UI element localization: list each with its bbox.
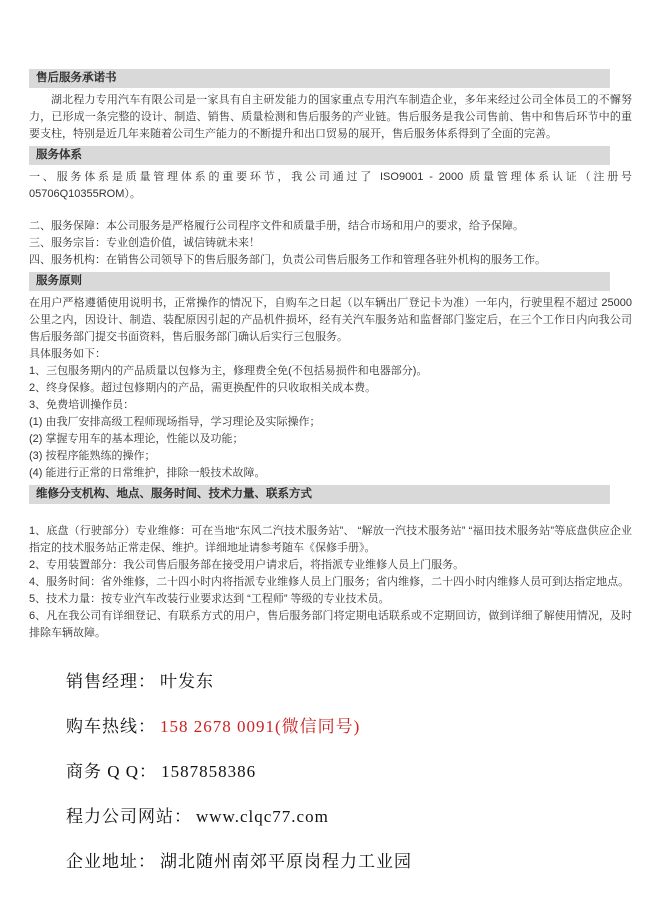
contact-label: 程力公司网站： [66,807,192,826]
contact-label: 购车热线： [66,717,156,736]
body-paragraph: 2、专用装置部分：我公司售后服务部在接受用户请求后，将指派专业维修人员上门服务。 [29,559,465,571]
contact-value: 1587858386 [161,762,257,781]
contact-block [29,672,632,871]
contact-value: 叶发东 [160,672,214,691]
contact-value: 湖北随州南郊平原岗程力工业园 [160,852,412,871]
contact-line [66,672,632,691]
body-paragraph: 5、技术力量：按专业汽车改装行业要求达到 “工程师” 等级的专业技术员。 [29,593,390,605]
contact-line [66,852,632,871]
body-paragraph: 1、三包服务期内的产品质量以包修为主，修理费全免(不包括易损件和电器部分)。 [29,365,428,377]
body-paragraph: 6、凡在我公司有详细登记、有联系方式的用户，售后服务部门将定期电话联系或不定期回访，做到详细了解使用情况，及时排除车辆故障。 [29,610,632,639]
document-body [29,69,632,642]
body-paragraph: (4) 能进行正常的日常维护，排除一般技术故障。 [29,467,266,479]
body-paragraph: (1) 由我厂安排高级工程师现场指导，学习理论及实际操作； [29,416,321,428]
contact-value: 158 2678 0091(微信同号) [160,717,361,736]
body-paragraph: 具体服务如下： [29,348,106,360]
section-header: 售后服务承诺书 [29,69,610,88]
body-paragraph: 1、底盘（行驶部分）专业维修：可在当地“东风二汽技术服务站”、 “解放一汽技术服务站” “福田技术服务站”等底盘供应企业指定的技术服务站正常走保、维护。详细地址请参考随车《保修手册》。 [29,525,632,554]
body-paragraph: 2、终身保修。超过包修期内的产品，需更换配件的只收取相关成本费。 [29,382,377,394]
contact-label: 销售经理： [66,672,156,691]
section-header: 服务原则 [29,272,610,291]
spacer [29,203,632,218]
body-paragraph: 湖北程力专用汽车有限公司是一家具有自主研发能力的国家重点专用汽车制造企业，多年来经过公司全体员工的不懈努力，已形成一条完整的设计、制造、销售、质量检测和售后服务的产业链。售后服务是我公司售前、售中和售后环节中的重要支柱，特别是近几年来随着公司生产能力的不断提升和出口贸易的展开，售后服务体系得到了全面的完善。 [29,94,632,140]
contact-value: www.clqc77.com [196,807,329,826]
body-paragraph: 4、服务时间：省外维修，二十四小时内将指派专业维修人员上门服务；省内维修，二十四小时内维修人员可到达指定地点。 [29,576,630,588]
body-paragraph: (3) 按程序能熟练的操作； [29,450,156,462]
body-paragraph: 3、免费培训操作员： [29,399,135,411]
section-header: 服务体系 [29,146,610,165]
contact-label: 企业地址： [66,852,156,871]
body-paragraph: 在用户严格遵循使用说明书，正常操作的情况下，自购车之日起（以车辆出厂登记卡为准）一年内，行驶里程不超过 25000 公里之内，因设计、制造、装配原因引起的产品机件损坏，经有关汽车服务站和监督部门鉴定后，在三个工作日内向我公司售后服务部门提交书面资料，售后服务部门确认后实行三包服务。 [29,297,633,343]
spacer [29,508,632,523]
body-paragraph: 四、服务机构：在销售公司领导下的售后服务部门，负责公司售后服务工作和管理各驻外机构的服务工作。 [29,254,546,266]
body-paragraph: 三、服务宗旨：专业创造价值，诚信铸就未来！ [29,237,260,249]
body-paragraph: (2) 掌握专用车的基本理论，性能以及功能； [29,433,244,445]
contact-label: 商务 Q Q： [66,762,158,781]
section-header: 维修分支机构、地点、服务时间、技术力量、联系方式 [29,485,610,504]
contact-line [66,807,632,826]
body-paragraph: 二、服务保障：本公司服务是严格履行公司程序文件和质量手册，结合市场和用户的要求，给予保障。 [29,220,524,232]
body-paragraph: 一、服务体系是质量管理体系的重要环节，我公司通过了 ISO9001 - 2000 质量管理体系认证（注册号 05706Q10355ROM）。 [29,171,632,200]
contact-line [66,762,632,781]
contact-line [66,717,632,736]
